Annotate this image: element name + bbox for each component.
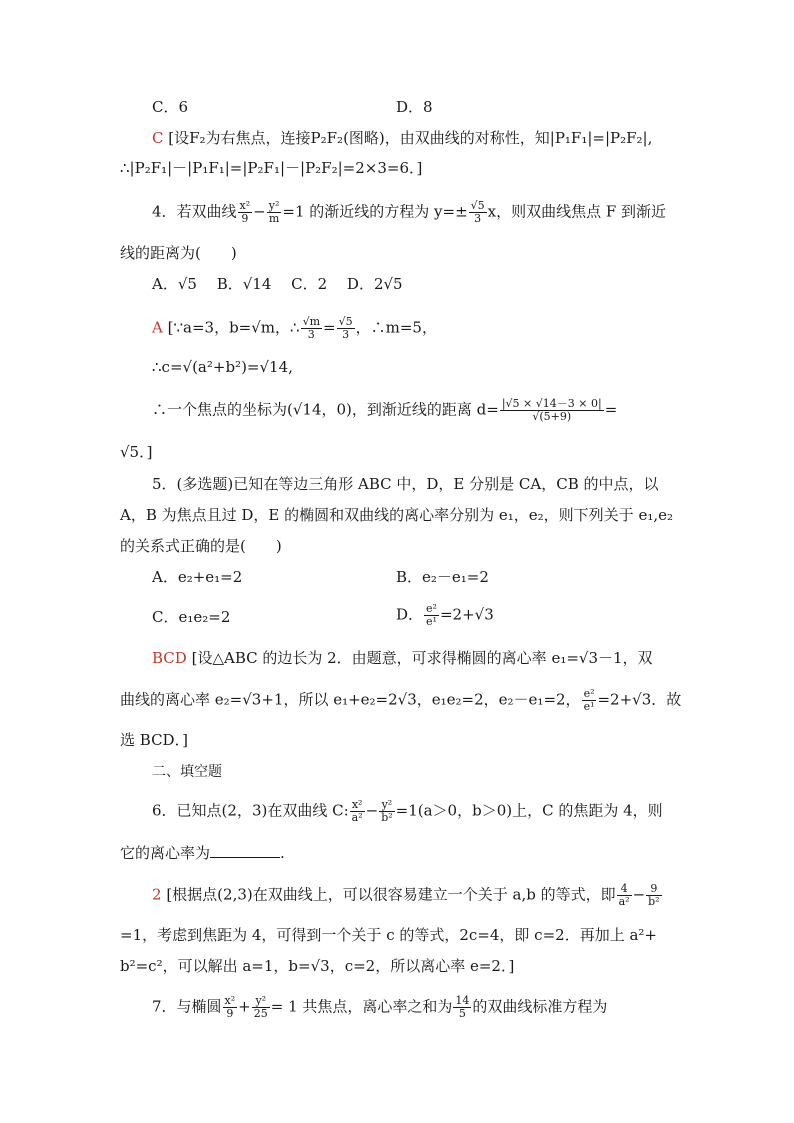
- q6-fraction-y2-b2: [379, 799, 394, 824]
- q6-stem-b: =1(a＞0，b＞0)上，C 的焦距为 4，则: [395, 801, 663, 820]
- q6-sol-fraction-4-a2: [617, 883, 632, 908]
- frac-num: e²: [426, 602, 437, 615]
- frac-den: 5: [458, 1007, 466, 1020]
- q7-stem-c: 的双曲线标准方程为: [472, 997, 608, 1016]
- q4-fraction-y2-m: [267, 200, 282, 225]
- q6-fraction-x2-a2: [350, 799, 365, 824]
- frac-den: 3: [307, 328, 315, 341]
- frac-num: y²: [252, 995, 270, 1008]
- q4-stem-a: 4．若双曲线: [152, 202, 237, 221]
- q5-option-b: B．e₂－e₁=2: [396, 568, 489, 586]
- frac-num: x²: [350, 799, 365, 812]
- q7-stem-b: = 1 共焦点，离心率之和为: [270, 997, 453, 1016]
- frac-num: y²: [379, 799, 394, 812]
- frac-den: b²: [381, 811, 393, 824]
- q4-fraction-sqrt5-3b: [337, 316, 355, 341]
- q6-stem2-b: .: [280, 844, 285, 862]
- q5-sol1: [设△ABC 的边长为 2．由题意，可求得椭圆的离心率 e₁=√3－1，双: [191, 649, 653, 667]
- frac-num: 4: [617, 883, 632, 896]
- q3-solution-2: ∴|P₂F₁|－|P₁F₁|=|P₂F₁|－|P₂F₂|=2×3=6．]: [120, 159, 423, 177]
- q4-stem-c: x，则双曲线焦点 F 到渐近: [487, 202, 667, 221]
- frac-num: x²: [239, 199, 251, 212]
- q4-solution-3: [152, 398, 617, 423]
- q5-solution-1: [152, 648, 653, 668]
- q5-optd-post: =2+√3: [439, 605, 494, 624]
- q3-solution-text: [设F₂为右焦点，连接P₂F₂(图略)，由双曲线的对称性，知|P₁F₁|=|P₂F₂|,: [168, 129, 653, 147]
- frac-num: √5: [338, 315, 353, 328]
- q7-stem-1: [152, 995, 607, 1020]
- minus-sign: −: [365, 801, 379, 820]
- q4-stem-2: 线的距离为( ): [120, 244, 237, 262]
- q4-options: A．√5 B．√14 C．2 D．2√5: [152, 275, 403, 293]
- frac-den: 9: [241, 212, 249, 225]
- plus-sign: +: [238, 997, 251, 1016]
- q6-stem-2: [120, 843, 285, 863]
- frac-den: e¹: [426, 615, 437, 628]
- frac-den: 25: [253, 1007, 268, 1020]
- q4-sol-b: ，∴m=5，: [355, 318, 437, 337]
- q3-answer-label: C: [152, 129, 164, 147]
- q5-sol2-b: =2+√3．故: [597, 690, 682, 709]
- q4-distance-fraction: [500, 398, 604, 423]
- q4-sol-a: [∵a=3，b=√m，∴: [167, 318, 300, 337]
- frac-num: x²: [224, 994, 236, 1007]
- q4-answer-label: A: [152, 318, 163, 337]
- equals-sign: =: [323, 318, 336, 337]
- q4-solution-2: ∴c=√(a²+b²)=√14,: [152, 358, 293, 376]
- q6-sol1-a: [根据点(2,3)在双曲线上，可以很容易建立一个关于 a,b 的等式，即: [166, 885, 616, 904]
- q4-sol3-a: ∴一个焦点的坐标为(√14，0)，到渐近线的距离 d=: [152, 400, 499, 419]
- q6-answer-label: 2: [152, 885, 162, 904]
- q7-stem-a: 7．与椭圆: [152, 997, 222, 1016]
- q3-option-d: D．8: [396, 98, 433, 116]
- q5-stem-3: 的关系式正确的是( ): [120, 537, 282, 555]
- frac-den: e¹: [583, 700, 595, 713]
- q4-stem-b: =1 的渐近线的方程为 y=±: [282, 202, 468, 221]
- q6-solution-1: [152, 883, 663, 908]
- q5-solution-3: 选 BCD．]: [120, 731, 188, 749]
- q7-fraction-y2-25: [252, 995, 270, 1020]
- q7-fraction-14-5: [453, 995, 471, 1020]
- q5-option-d: [396, 603, 494, 628]
- frac-den: 9: [226, 1007, 234, 1020]
- q4-solution-1: [152, 316, 437, 341]
- q3-option-c: C．6: [152, 98, 189, 116]
- q6-stem2-a: 它的离心率为: [120, 844, 211, 862]
- q5-optd-fraction: [424, 603, 439, 628]
- frac-num: 9: [646, 883, 661, 896]
- frac-den: 3: [474, 212, 482, 225]
- frac-num: √m: [302, 315, 321, 328]
- q5-sol2-a: 曲线的离心率 e₂=√3+1，所以 e₁+e₂=2√3，e₁e₂=2，e₂－e₁=2，: [120, 690, 581, 709]
- q6-solution-3: b²=c²，可以解出 a=1，b=√3，c=2，所以离心率 e=2．]: [120, 957, 515, 975]
- q3-solution-1: [152, 128, 652, 148]
- section-heading: 二、填空题: [152, 764, 222, 780]
- answer-blank[interactable]: [210, 843, 280, 858]
- frac-num: |√5 × √14－3 × 0|: [501, 397, 602, 410]
- q5-solution-2: [120, 688, 681, 713]
- q5-optd-pre: D．: [396, 605, 424, 624]
- frac-num: √5: [470, 199, 485, 212]
- q7-fraction-x2-9: [223, 995, 238, 1020]
- frac-den: a²: [351, 811, 363, 824]
- q5-option-a: A．e₂+e₁=2: [152, 568, 243, 586]
- q4-fraction-x2-9: [238, 200, 253, 225]
- q5-stem-1: 5．(多选题)已知在等边三角形 ABC 中，D，E 分别是 CA，CB 的中点，以: [152, 475, 659, 493]
- q5-answer-label: BCD: [152, 649, 187, 667]
- frac-den: 3: [342, 328, 350, 341]
- frac-num: e²: [583, 687, 595, 700]
- frac-den: √(5+9): [532, 410, 572, 423]
- q4-stem-1: [152, 200, 666, 225]
- frac-den: m: [268, 212, 280, 225]
- q6-stem-a: 6．已知点(2，3)在双曲线 C:: [152, 801, 349, 820]
- frac-den: b²: [648, 895, 660, 908]
- minus-sign: −: [632, 885, 646, 904]
- q5-sol-fraction: [582, 688, 597, 713]
- q5-stem-2: A，B 为焦点且过 D，E 的椭圆和双曲线的离心率分别为 e₁，e₂，则下列关于 e₁,e₂: [120, 506, 674, 524]
- q4-solution-4: √5．]: [120, 443, 153, 461]
- q4-fraction-sqrt5-3: [469, 200, 487, 225]
- q6-stem-1: [152, 799, 663, 824]
- minus-sign: −: [253, 202, 266, 221]
- frac-den: a²: [618, 895, 630, 908]
- q5-option-c: C．e₁e₂=2: [152, 608, 231, 626]
- q4-sol3-b: =: [604, 400, 618, 419]
- frac-num: y²: [268, 199, 280, 212]
- q6-solution-2: =1，考虑到焦距为 4，可得到一个关于 c 的等式，2c=4，即 c=2．再加上 a²+: [120, 926, 657, 944]
- frac-num: 14: [455, 994, 470, 1007]
- q4-fraction-sqrtm-3: [301, 316, 322, 341]
- q6-sol-fraction-9-b2: [646, 883, 661, 908]
